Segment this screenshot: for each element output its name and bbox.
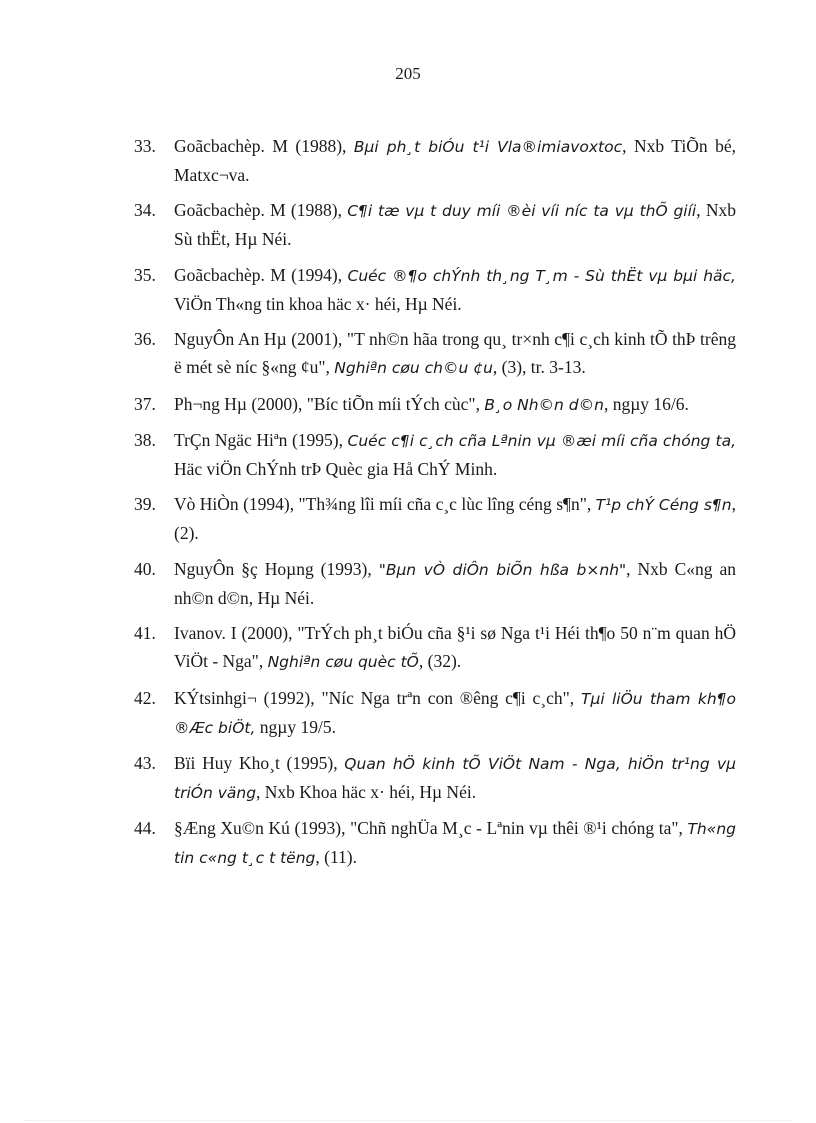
reference-text: [174, 490, 736, 547]
reference-title: Bµi ph¸t biÓu t¹i Vla®imiavoxtoc: [353, 138, 623, 156]
reference-number: 39.: [134, 494, 156, 515]
reference-title: "Bµn vÒ diÔn biÕn hßa b×nh": [378, 560, 627, 579]
reference-segment: , Nxb C«ng an nh©n d©n, Hµ Néi.: [174, 558, 737, 608]
reference-segment: ViÖn Th«ng tin khoa häc x· héi, Hµ Néi.: [174, 293, 462, 314]
reference-title: Nghiªn cøu quèc tÕ: [267, 653, 419, 672]
reference-segment: NguyÔn An Hµ (2001), "T nh©n hãa trong qu¸ tr×nh c¶i c¸ch kinh tÕ thÞ trêng ë mét sè níc §«ng ¢u",: [174, 329, 736, 378]
reference-segment: KÝtsinhgi¬ (1992), "Níc Nga trªn con ®êng c¶i c¸ch",: [174, 687, 581, 708]
reference-number: 34.: [134, 200, 156, 221]
reference-title: Tµi liÖu tham kh¶o ®Æc biÖt,: [174, 689, 736, 737]
reference-item: [134, 749, 736, 807]
reference-segment: Häc viÖn ChÝnh trÞ Quèc gia Hå ChÝ Minh.: [174, 458, 498, 479]
reference-text: [174, 261, 736, 318]
reference-segment: Vò HiÒn (1994), "Th¾ng lîi míi cña c¸c lùc lîng céng s¶n",: [174, 494, 596, 515]
reference-segment: , (2).: [174, 494, 736, 544]
reference-number: 36.: [134, 329, 156, 350]
reference-number: 40.: [134, 558, 156, 579]
reference-number: 42.: [134, 687, 156, 708]
reference-number: 41.: [134, 623, 156, 644]
reference-segment: Goãcbachèp. M (1988),: [174, 200, 348, 221]
reference-text: [174, 684, 736, 742]
reference-item: [134, 490, 736, 547]
reference-segment: , ngµy 16/6.: [603, 393, 689, 414]
reference-text: [174, 749, 736, 807]
reference-segment: Ph¬ng Hµ (2000), "Bíc tiÕn míi tÝch cùc",: [174, 393, 485, 414]
reference-number: 33.: [134, 136, 156, 156]
reference-title: Th«ng tin c«ng t¸c t tëng: [174, 820, 736, 868]
reference-segment: , Nxb Khoa häc x· héi, Hµ Néi.: [256, 781, 477, 802]
reference-segment: , (11).: [315, 847, 358, 868]
reference-title: C¶i tæ vµ t duy míi ®èi víi níc ta vµ thÕ giíi: [347, 202, 697, 221]
reference-number: 37.: [134, 393, 156, 414]
reference-item: [134, 426, 736, 483]
reference-segment: TrÇn Ngäc Hiªn (1995),: [174, 429, 348, 450]
reference-segment: , Nxb Sù thËt, Hµ Néi.: [174, 200, 736, 250]
reference-segment: Goãcbachèp. M (1988),: [174, 136, 354, 156]
reference-item: [134, 196, 736, 253]
reference-segment: §Æng Xu©n Kú (1993), "Chñ nghÜa M¸c - Lªnin vµ thêi ®¹i chóng ta",: [174, 818, 688, 839]
reference-number: 44.: [134, 818, 156, 839]
reference-text: [174, 132, 736, 189]
reference-title: Quan hÖ kinh tÕ ViÖt Nam - Nga, hiÖn tr¹ng vµ triÓn väng: [174, 754, 736, 802]
reference-text: [174, 426, 736, 483]
reference-item: [134, 325, 736, 382]
reference-item: [134, 261, 736, 318]
reference-segment: Goãcbachèp. M (1994),: [174, 264, 348, 285]
reference-title: Nghiªn cøu ch©u ¢u: [334, 359, 493, 378]
reference-item: [134, 619, 736, 676]
reference-text: [174, 196, 736, 253]
reference-item: [134, 132, 736, 189]
reference-segment: ngµy 19/5.: [255, 716, 336, 737]
reference-segment: NguyÔn §ç Hoµng (1993),: [174, 558, 379, 579]
reference-text: [174, 814, 736, 872]
reference-title: B¸o Nh©n d©n: [484, 395, 604, 414]
reference-title: Cuéc c¶i c¸ch cña Lªnin vµ ®æi míi cña chóng ta,: [347, 431, 736, 450]
reference-segment: , (3), tr. 3-13.: [492, 357, 586, 378]
reference-text: [174, 619, 736, 676]
reference-item: [134, 390, 736, 419]
reference-item: [134, 684, 736, 742]
reference-title: Cuéc ®¶o chÝnh th¸ng T¸m - Sù thËt vµ bµi häc,: [347, 266, 736, 285]
reference-segment: , Nxb TiÕn bé, Matxc¬va.: [174, 136, 736, 185]
reference-segment: Ivanov. I (2000), "TrÝch ph¸t biÓu cña §¹i sø Nga t¹i Héi th¶o 50 n¨m quan hÖ ViÖt - Nga",: [174, 623, 736, 672]
reference-item: [134, 555, 736, 612]
page-number: 205: [395, 64, 421, 83]
reference-text: [174, 325, 736, 382]
reference-number: 43.: [134, 752, 156, 773]
reference-segment: , (32).: [418, 651, 462, 672]
reference-text: [174, 390, 736, 419]
reference-item: [134, 814, 736, 872]
reference-segment: Bïi Huy Kho¸t (1995),: [174, 752, 345, 773]
reference-number: 35.: [134, 264, 156, 285]
reference-text: [174, 555, 736, 612]
reference-list: [134, 132, 736, 880]
reference-title: T¹p chÝ Céng s¶n: [595, 496, 732, 515]
reference-number: 38.: [134, 429, 156, 450]
page-bottom-divider: [24, 1120, 792, 1121]
